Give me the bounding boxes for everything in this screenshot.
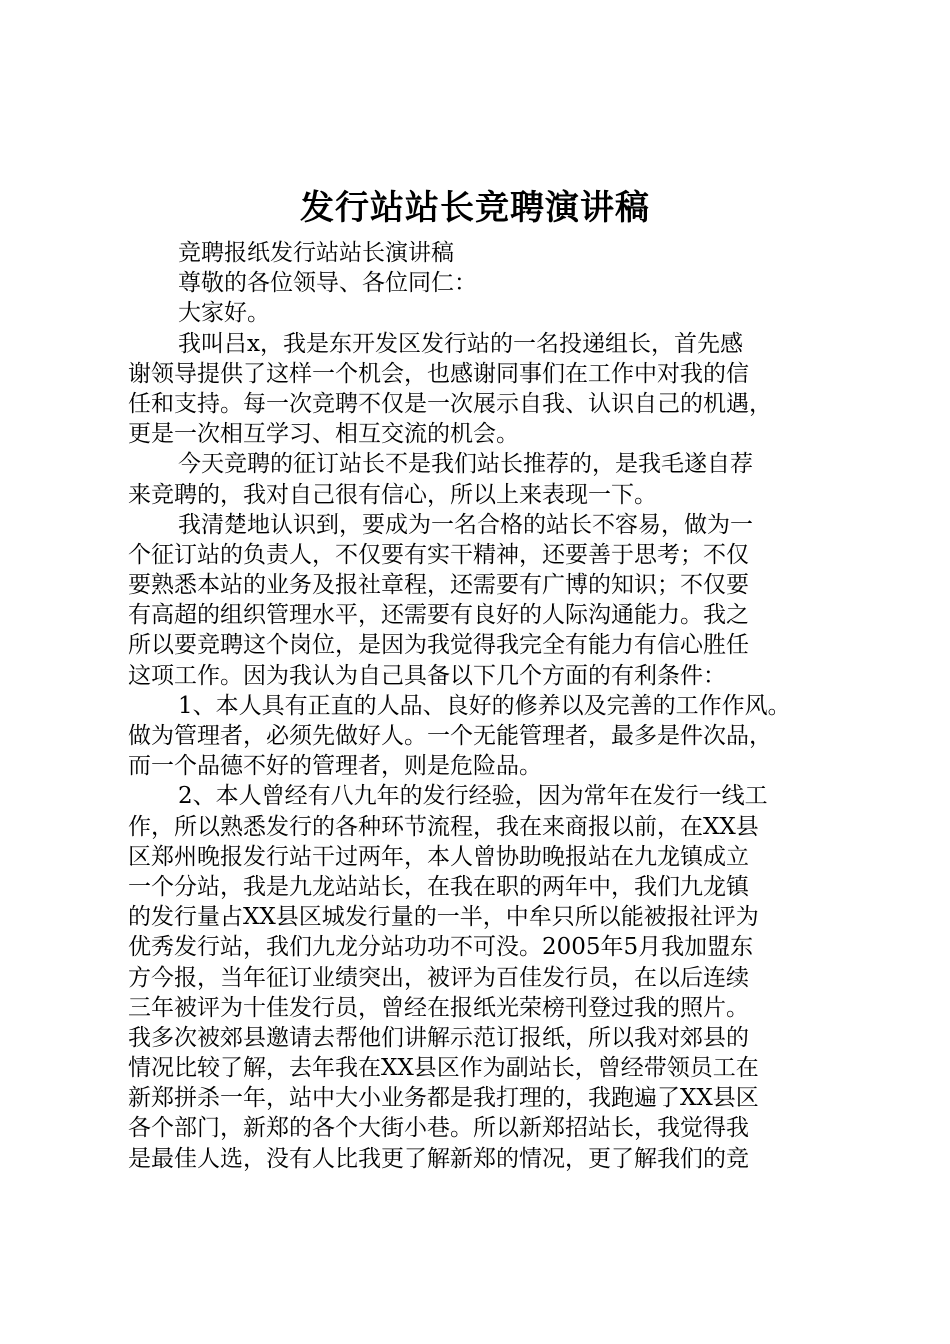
text-line: 这项工作。因为我认为自己具备以下几个方面的有利条件： [128,662,726,689]
text-line: 区郑州晚报发行站干过两年，本人曾协助晚报站在九龙镇成立 [128,843,749,870]
text-line: 做为管理者，必须先做好人。一个无能管理者，最多是件次品， [128,723,772,749]
text-line: 谢领导提供了这样一个机会，也感谢同事们在工作中对我的信 [128,360,749,387]
text-line: 有高超的组织管理水平，还需要有良好的人际沟通能力。我之 [128,602,749,629]
text-line: 来竞聘的，我对自己很有信心，所以上来表现一下。 [128,481,657,508]
text-line: 1、本人具有正直的人品、良好的修养以及完善的工作作风。 [178,692,791,719]
document-body [128,238,828,1174]
text-line: 今天竞聘的征订站长不是我们站长推荐的，是我毛遂自荐 [178,451,753,478]
text-line: 的发行量占XX县区城发行量的一半，中牟只所以能被报社评为 [128,904,759,931]
text-line: 我清楚地认识到，要成为一名合格的站长不容易，做为一 [178,511,753,538]
text-line: 优秀发行站，我们九龙分站功功不可没。2005年5月我加盟东 [128,934,754,961]
text-line: 是最佳人选，没有人比我更了解新郑的情况，更了解我们的竞 [128,1145,749,1172]
text-line: 我多次被郊县邀请去帮他们讲解示范订报纸，所以我对郊县的 [128,1024,749,1051]
text-line: 情况比较了解，去年我在XX县区作为副站长，曾经带领员工在 [128,1055,759,1082]
text-line: 作，所以熟悉发行的各种环节流程，我在来商报以前，在XX县 [128,813,759,840]
text-line: 一个分站，我是九龙站站长，在我在职的两年中，我们九龙镇 [128,873,749,900]
text-line: 竞聘报纸发行站站长演讲稿 [178,240,454,266]
text-line: 各个部门，新郑的各个大街小巷。所以新郑招站长，我觉得我 [128,1115,749,1142]
text-line: 2、本人曾经有八九年的发行经验，因为常年在发行一线工 [178,783,768,810]
text-line: 所以要竞聘这个岗位，是因为我觉得我完全有能力有信心胜任 [128,632,749,659]
document-title: 发行站站长竞聘演讲稿 [300,188,650,228]
text-line: 大家好。 [178,300,270,327]
text-line: 而一个品德不好的管理者，则是危险品。 [128,753,542,780]
text-line: 个征订站的负责人，不仅要有实干精神，还要善于思考；不仅 [128,541,749,568]
text-line: 要熟悉本站的业务及报社章程，还需要有广博的知识；不仅要 [128,572,749,599]
text-line: 新郑拼杀一年，站中大小业务都是我打理的，我跑遍了XX县区 [128,1085,759,1112]
text-line: 任和支持。每一次竞聘不仅是一次展示自我、认识自己的机遇， [128,390,772,417]
text-line: 更是一次相互学习、相互交流的机会。 [128,421,519,448]
text-line: 我叫吕x，我是东开发区发行站的一名投递组长，首先感 [178,330,743,357]
text-line: 尊敬的各位领导、各位同仁： [178,270,477,297]
text-line: 方今报，当年征订业绩突出，被评为百佳发行员，在以后连续 [128,964,749,991]
text-line: 三年被评为十佳发行员，曾经在报纸光荣榜刊登过我的照片。 [128,994,749,1021]
